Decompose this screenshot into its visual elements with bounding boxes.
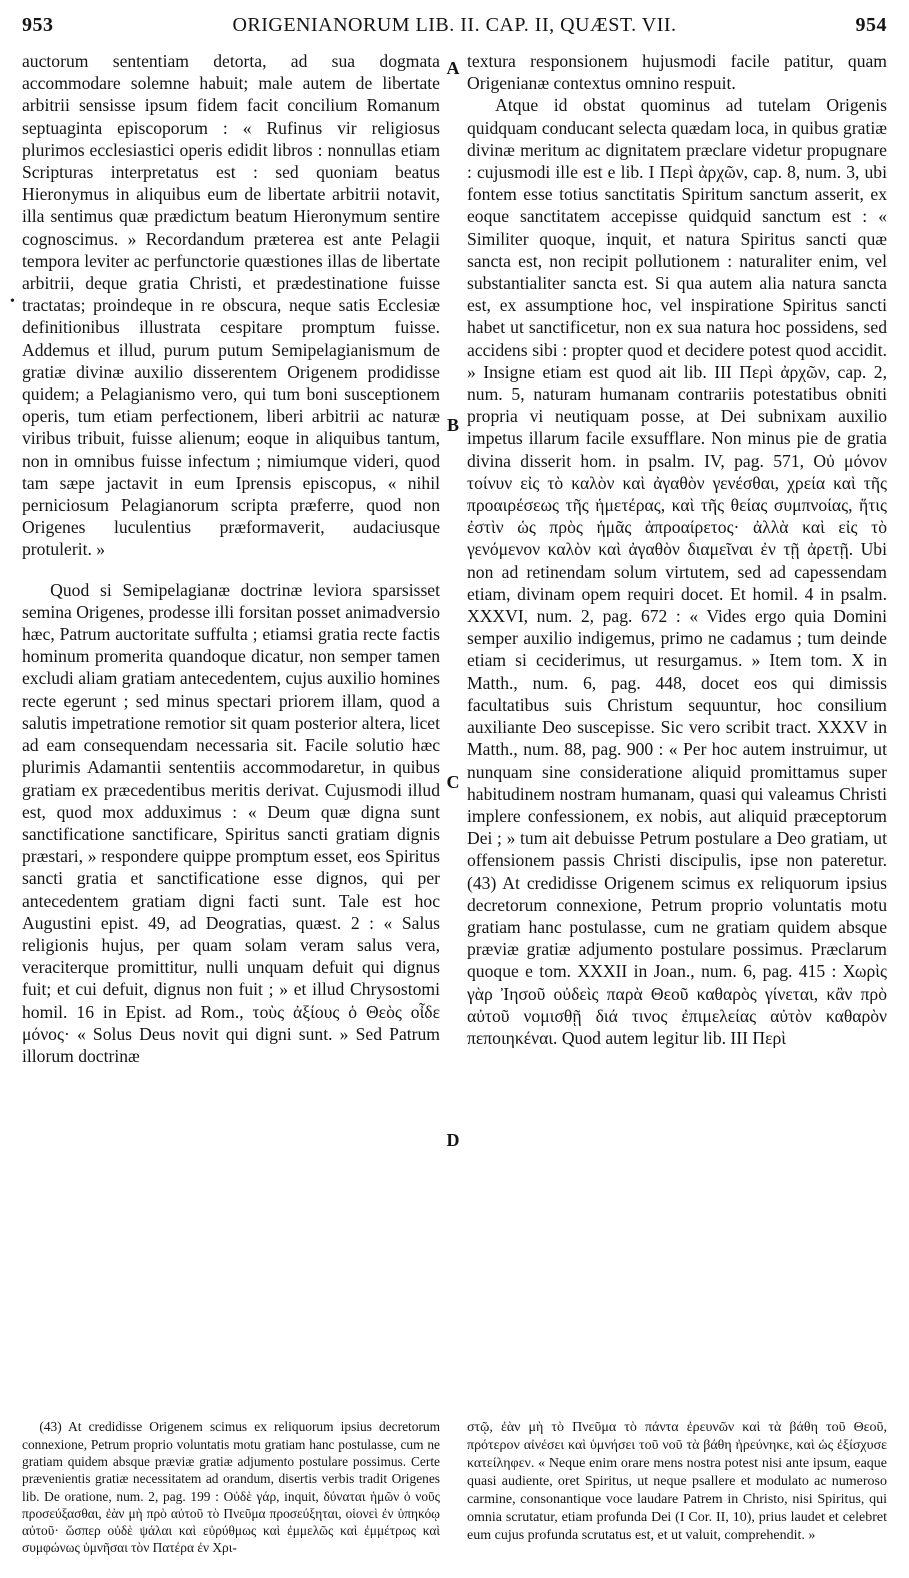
right-paragraph-2: Atque id obstat quominus ad tutelam Origenis quidquam conducant selecta quædam loca, in quibus gratiæ divinæ meritum ac dignitatem præclare videtur propugnare : cujusmodi ille est e lib. I Περὶ ἀρχῶν, cap. 8, num. 3, ubi fontem esse totius sanctitatis Spiritum sanctum asserit, ex eoque sanctitatem accepisse quidquid sanctum est : « Similiter quoque, inquit, et natura Spiritus sancti quæ sancta est, non recipit pollutionem : naturaliter enim, vel substantialiter sancta est. Si qua autem alia natura sancta est, ex assumptione hoc, vel inspiratione Spiritus sancti habet ut sanctificetur, non ex sua natura hoc possidens, sed accidens sibi : propter quod et decidere potest quod accidit. » Insigne etiam est quod ait lib. III Περὶ ἀρχῶν, cap. 2, num. 5, naturam humanam contrariis potestatibus obniti propria vi neutiquam posse, at Dei subnixam auxilio impetus illarum facile exsufflare. Non minus pie de gratia divina disserit hom. in psalm. IV, pag. 571, Οὐ μόνον τοίνυν εἰς τὸ καλὸν καὶ ἀγαθὸν γενέσθαι, χρεία καὶ τῆς προαιρέσεως τῆς ἡμετέρας, καὶ τῆς θείας συμπνοίας, ἥτις ἐστὶν ὡς πρὸς ἡμᾶς ἀπροαίρετος· ἀλλὰ καὶ εἰς τὸ γενόμενον καλὸν καὶ ἀγαθὸν διαμεῖναι ἐν τῇ ἀρετῇ. Ubi non ad retinendam solum virtutem, sed ad capessendam etiam, divinam opem requiri docet. Et homil. 4 in psalm. XXXVI, num. 2, pag. 672 : « Vides ergo quia Domini semper auxilio indigemus, primo ne cadamus ; tum deinde etiam si ceciderimus, ut resurgamus. » Item tom. X in Matth., num. 6, pag. 448, docet eos qui dimissis facultatibus suis Christum sequuntur, hoc consilium auxiliante Deo suscepisse. Sic vero scribit tract. XXXV in Matth., num. 88, pag. 900 : « Per hoc autem instruimur, ut nunquam sine consideratione aliquid promittamus super habitudinem nostram humanam, quasi qui valeamus Christi implere confessionem, ex nobis, aut aliquid præceptorum Dei ; » tum ait debuisse Petrum postulare a Deo gratiam, ut offensionem passis Christi discipulis, ipse non pateretur. (43) At credidisse Origenem scimus ex reliquorum ipsius decretorum connexione, Petrum proprio voluntatis motu gratiam hanc postulasse, cum ne gratiam quidem absque præviæ gratiæ adjumento postulare possimus. Præclarum quoque e tom. XXXII in Joan., num. 6, pag. 415 : Χωρὶς γὰρ Ἰησοῦ οὐδεὶς παρὰ Θεοῦ καθαρὸς γίνεται, κἂν πρὸ αὐτοῦ νομισθῇ διά τινος ἐπιμελείας αὐτὸν καθαρὸν πεποιηκέναι. Quod autem legitur lib. III Περὶ xyxy=(467,95,887,1048)
footnote-43-text: (43) At credidisse Origenem scimus ex reliquorum ipsius decretorum connexione, Petrum proprio voluntatis motu gratiam hanc postulasse, cum ne gratiam quidem absque præviæ gratiæ adjumento postulare possimus. Certe prævenientis gratiæ necessitatem ad orandum, disertis verbis tradit Origenes lib. De oratione, num. 2, pag. 199 : Οὐδὲ γάρ, inquit, δύναται ἡμῶν ὁ νοῦς προσεύξασθαι, ἐὰν μὴ πρὸ αὐτοῦ τὸ Πνεῦμα προσεύξηται, οἱονεὶ ἐν ὑπηκόῳ αὐτοῦ· ὥσπερ οὐδὲ ψάλαι καὶ εὐρύθμως καὶ ἐμμελῶς καὶ ἐμμέτρως καὶ συμφώνως ὑμνῆσαι τὸν Πατέρα ἐν Χρι- xyxy=(22,1419,440,1556)
footnote-43-continued: στῷ, ἐὰν μὴ τὸ Πνεῦμα τὸ πάντα ἐρευνῶν καὶ τὰ βάθη τοῦ Θεοῦ, πρότερον αἰνέσει καὶ ὑμνήσει τοῦ νοῦ τὰ βάθη ἠρεύνηκε, καὶ ὡς ἐξίσχυσε κατείληφεν. « Neque enim orare mens nostra potest nisi ante ipsum, eaque quasi audiente, oret Spiritus, ut neque psallere et modulato ac numeroso carmine, consonantique voce laudare Patrem in Christo, nisi Spiritus, qui omnia scrutatur, etiam profunda Dei (I Cor. II, 10), prius laudet et celebret eum cujus profunda scrutatus est, et ut valuit, comprehendit. » xyxy=(467,1420,887,1544)
margin-letter-d: D xyxy=(446,1130,460,1150)
left-paragraph-2: Quod si Semipelagianæ doctrinæ leviora sparsisset semina Origenes, prodesse illi forsitan posset animadversio hæc, Patrum auctoritate suffulta ; etiamsi gratia recte factis hominum promerita quandoque dicatur, non semper tamen excludi aliam gratiam antecedentem, cujus auxilio homines recte egerunt ; sed minus spectari priorem illam, quod a salutis impetratione remotior sit quam posterior altera, licet ad eam consequendam necessaria sit. Facile solutio hæc plurimis Adamantii sententiis accommodaretur, in quibus gratiam ex præcedentibus meritis derivat. Cujusmodi illud est, quod mox adduximus : « Deum quæ digna sunt sanctificatione sanctificare, Spiritus sancti gratiam dignis præstari, » respondere quippe promptum esset, eos Spiritus sancti gratia et sanctificatione esse dignos, qui per antecedentem gratiam digni facti sunt. Tale est hoc Augustini epist. 49, ad Deogratias, quæst. 2 : « Salus religionis hujus, per quam solam veram salus vera, veraciterque promittitur, nulli unquam defuit qui dignus fuit; et cui defuit, dignus non fuit ; » et illud Chrysostomi homil. 16 in Epist. ad Rom., τοὺς ἀξίους ὁ Θεὸς οἶδε μόνος· « Solus Deus novit qui digni sunt. » Sed Patrum illorum doctrinæ xyxy=(22,579,440,1066)
left-column xyxy=(22,50,440,1067)
right-column xyxy=(467,50,887,1049)
footnote-right xyxy=(467,1405,887,1559)
margin-letter-b: B xyxy=(446,415,459,435)
running-header xyxy=(0,14,909,44)
margin-letter-a: A xyxy=(446,58,460,78)
page-number-right: 954 xyxy=(855,14,887,36)
running-title: ORIGENIANORUM LIB. II. CAP. II, QUÆST. VII. xyxy=(232,14,677,36)
footnote-left xyxy=(22,1405,440,1570)
right-paragraph-1: textura responsionem hujusmodi facile patitur, quam Origenianæ contextus omnino respuit. xyxy=(467,51,887,94)
margin-letter-c: C xyxy=(446,772,460,792)
page-number-left: 953 xyxy=(22,14,54,36)
margin-asterisk: • xyxy=(10,294,15,309)
left-paragraph-1: auctorum sententiam detorta, ad sua dogmata accommodare solemne habuit; male autem de libertate arbitrii sensisse ipsum fidem facit concilium Romanum septuaginta episcoporum : « Rufinus vir religiosus plurimos ecclesiastici operis edidit libros : nonnullas etiam Scripturas interpretatus est : sed quoniam beatus Hieronymus in aliquibus eum de libertate arbitrii notavit, illa sentimus quæ prædictum beatum Hieronymum sentire cognoscimus. » Recordandum præterea est ante Pelagii tempora leviter ac perfunctorie quæstiones illas de libertate arbitrii, deque gratia Christi, et prædestinatione fuisse tractatas; proindeque in re obscura, neque satis Ecclesiæ definitionibus illustrata cespitare promptum fuisse. Addemus et illud, purum putum Semipelagianismum de gratiæ divinæ auxilio disserentem Origenem prodidisse quidem; a Pelagianismo vero, qui tum boni susceptionem operis, tum etiam perfectionem, liberi arbitrii ac naturæ viribus tribuit, fuisse alienum; eoque in aliquibus tantum, non in omnibus fuisse infectum ; nimiumque videri, quod tam sæpe jactavit in eum Iprensis episcopus, « nihil perniciosum Pelagianorum scripta præferre, quod non Origenes luculentius præformaverit, audaciusque protulerit. » xyxy=(22,51,440,560)
